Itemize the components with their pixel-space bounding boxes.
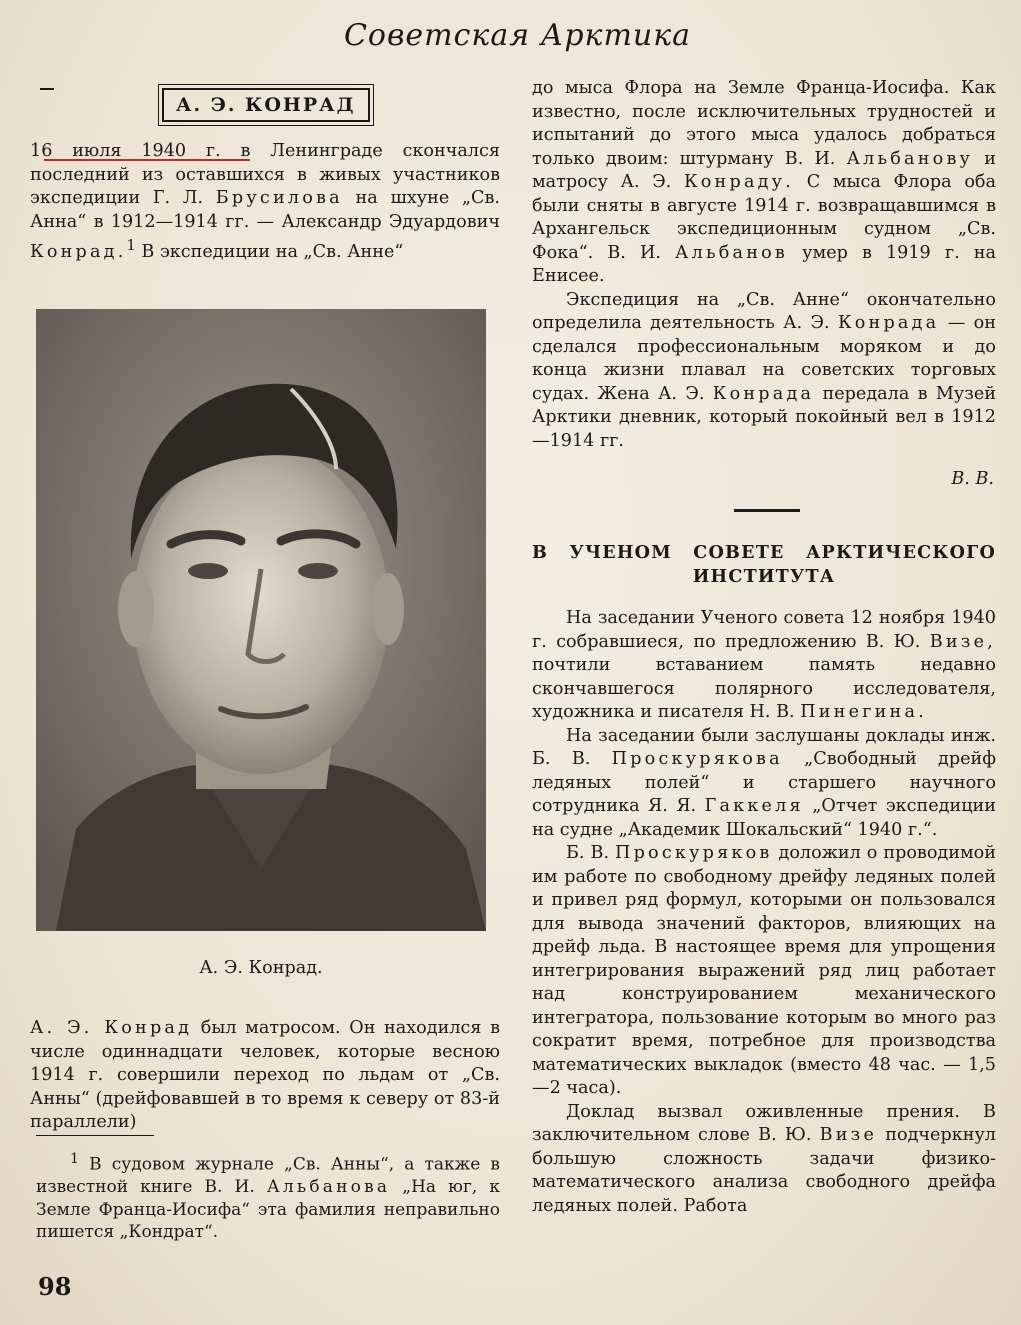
footnote-rule <box>36 1135 154 1136</box>
running-title: Советская Арктика <box>343 18 692 53</box>
obituary-after-photo: А. Э. Конрад был матросом. Он находился в числе одиннадцати человек, которые весною 1914 г. совершили переход по льдам от „Св. Анны“ (дрейфовавшей в то время к северу от 83-й параллели) <box>30 1018 500 1132</box>
portrait-image <box>36 309 486 931</box>
name-gakkel: Гаккеля <box>704 796 804 816</box>
name-pinegin: Пинегина. <box>800 702 927 722</box>
name-konrad-5: Конрада <box>712 383 815 404</box>
name-albanov-2: Альбанов <box>675 242 789 263</box>
section-divider <box>734 509 800 512</box>
name-vize-1: Визе, <box>929 631 996 652</box>
name-proskuryakov-2: Проскуряков <box>615 843 773 863</box>
name-proskuryakov-1: Проскурякова <box>611 749 783 769</box>
footnote: $^1$ В судовом журнале „Св. Анны“, а также в известной книге В. И. Альбанова „На юг, к Земле Франца-Иосифа“ эта фамилия неправильно пишется „Кондрат“. <box>36 1151 500 1243</box>
council-text: На заседании Ученого совета 12 ноября 1940 г. собравшиеся, по предложению В. Ю. Визе, почтили вставанием память недавно скончавшегося полярного исследователя, художника и писателя Н. В. Пинегина. На заседании были заслушаны доклады инж. Б. В. Проскурякова „Свободный дрейф ледяных полей“ и старшего научного сотрудника Я. Я. Гаккеля „Отчет экспедиции на судне „Академик Шокальский“ 1940 г.“. Б. В. Проскуряков доложил о проводимой им работе по свободному дрейфу ледяных полей и привел ряд формул, которыми он пользовался для вывода значений факторов, влияющих на дрейф льда. В настоящее время для упрощения интегрирования выражений ряд лиц работает над конструированием механического интегратора, пользование которым во много раз сократит время, потребное для производства математических выкладок (вместо 48 час. — 1,5—2 часа). Доклад вызвал оживленные прения. В заключительном слове В. Ю. Визе подчеркнул большую сложность задачи физико-математического анализа свободного дрейфа ледяных полей. Работа <box>532 608 996 1216</box>
footnote-ref[interactable]: 1 <box>126 237 136 254</box>
footnote-mark: 1 <box>70 1151 80 1167</box>
obituary-title: А. Э. КОНРАД <box>162 88 370 122</box>
obituary-intro: 16 июля 1940 г. в Ленинграде скончался последний из оставшихся в живых участников экспедиции Г. Л. Брусилова на шхуне „Св. Анна“ в 1912—1914 гг. — Александр Эдуардович Конрад.$^1$ В экспедиции на „Св. Анне“ <box>30 141 500 262</box>
council-heading <box>532 541 996 589</box>
author-signature: В. В. <box>951 469 994 489</box>
name-konrad-2: А. Э. Конрад <box>30 1018 193 1038</box>
page-number: 98 <box>38 1272 72 1301</box>
margin-tick <box>40 88 54 90</box>
name-konrad-3: Конраду. <box>683 172 795 192</box>
council-heading-line2: ИНСТИТУТА <box>692 566 836 587</box>
name-albanov-1: Альбанову <box>846 148 974 169</box>
red-pencil-underline <box>44 159 250 161</box>
portrait-photo <box>36 309 486 931</box>
name-konrad: Конрад. <box>30 241 127 262</box>
name-konrad-4: Конрада <box>837 313 940 333</box>
name-albanov-fn: Альбанова <box>266 1177 391 1198</box>
photo-caption: А. Э. Конрад. <box>199 958 323 978</box>
obituary-title-frame <box>162 88 370 122</box>
obituary-date: 16 июля 1940 г. <box>30 141 221 161</box>
name-vize-2: Визе <box>819 1125 878 1145</box>
name-brusilov: Брусилова <box>215 188 343 208</box>
council-heading-line1: В УЧЕНОМ СОВЕТЕ АРКТИЧЕСКОГО <box>532 542 996 563</box>
obituary-continuation: до мыса Флора на Земле Франца-Иосифа. Как известно, после исключительных трудностей и испытаний до этого мыса удалось добраться только двоим: штурману В. И. Альбанову и матросу А. Э. Конраду. С мыса Флора оба были сняты в августе 1914 г. возвращавшимся в Архангельск экспедиционным судном „Св. Фока“. В. И. Альбанов умер в 1919 г. на Енисее. Экспедиция на „Св. Анне“ окончательно определила деятельность А. Э. Конрада — он сделался профессиональным моряком и до конца жизни плавал на советских торговых судах. Жена А. Э. Конрада передала в Музей Арктики дневник, который покойный вел в 1912—1914 гг. <box>532 78 997 451</box>
